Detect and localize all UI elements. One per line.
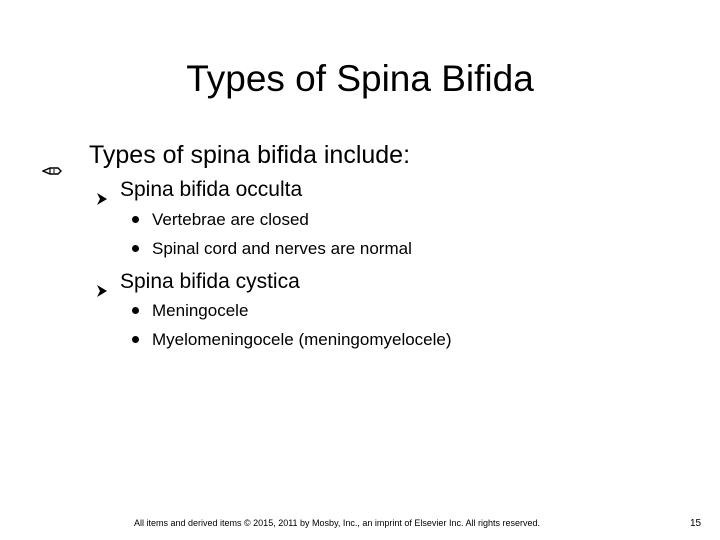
- sub-bullet-text: Spina bifida cystica: [120, 270, 300, 293]
- detail-bullet-text: Vertebrae are closed: [152, 210, 309, 229]
- slide-title: Types of Spina Bifida: [186, 58, 534, 99]
- detail-bullet-text: Spinal cord and nerves are normal: [152, 239, 412, 258]
- main-bullet-text: Types of spina bifida include:: [89, 141, 411, 169]
- copyright-footer: All items and derived items © 2015, 2011 by Mosby, Inc., an imprint of Elsevier Inc. All rights reserved.: [134, 518, 540, 528]
- bullet-dot-icon: [132, 336, 139, 343]
- detail-bullet-text: Meningocele: [152, 301, 249, 320]
- detail-bullet-text: Myelomeningocele (meningomyelocele): [152, 330, 452, 349]
- pen-nib-icon: [42, 151, 62, 161]
- page-number: 15: [690, 518, 702, 529]
- bullet-dot-icon: [132, 245, 139, 252]
- bullet-dot-icon: [132, 307, 139, 314]
- arrowhead-icon: [96, 185, 108, 197]
- sub-bullet-text: Spina bifida occulta: [120, 178, 303, 201]
- arrowhead-icon: [96, 277, 108, 289]
- bullet-dot-icon: [132, 216, 139, 223]
